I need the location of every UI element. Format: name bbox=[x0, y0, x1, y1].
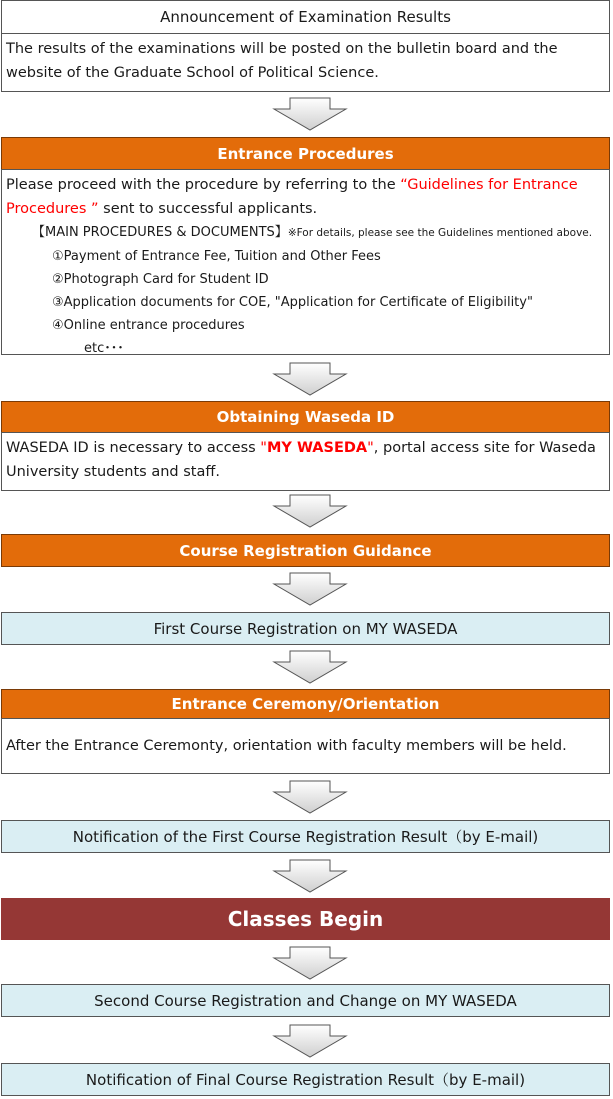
entrance-text-after: sent to successful applicants. bbox=[98, 201, 318, 217]
entrance-text-before: Please proceed with the procedure by referring to the bbox=[6, 177, 401, 193]
quote-close: " bbox=[367, 440, 374, 456]
entrance-intro bbox=[6, 173, 605, 221]
arrow-down-icon bbox=[272, 650, 348, 684]
final-result-title: Notification of Final Course Registration Result（by E-mail) bbox=[85, 1071, 526, 1089]
results-body-box bbox=[1, 33, 610, 92]
results-body: The results of the examinations will be posted on the bulletin board and the website of the Graduate School of Political Science. bbox=[6, 41, 558, 81]
arrow-down-icon bbox=[272, 859, 348, 893]
main-procedures-heading bbox=[6, 221, 605, 245]
guidance-title: Course Registration Guidance bbox=[179, 541, 432, 560]
procedure-item: ②Photograph Card for Student ID bbox=[52, 272, 269, 287]
final-result-box bbox=[1, 1063, 610, 1096]
waseda-id-body-box bbox=[1, 432, 610, 491]
waseda-id-title-box bbox=[1, 401, 610, 433]
ceremony-body: After the Entrance Ceremonty, orientation with faculty members will be held. bbox=[6, 738, 567, 754]
ceremony-title-box bbox=[1, 689, 610, 719]
waseda-id-text-after: , portal access site for Waseda University students and staff. bbox=[6, 440, 596, 480]
procedure-item: ④Online entrance procedures bbox=[52, 318, 245, 333]
results-title: Announcement of Examination Results bbox=[160, 8, 451, 26]
entrance-title-box bbox=[1, 137, 610, 170]
entrance-body-box bbox=[1, 169, 610, 355]
guidelines-link: “Guidelines for Entrance Procedures ” bbox=[6, 177, 578, 217]
quote-open: " bbox=[260, 440, 267, 456]
arrow-down-icon bbox=[272, 1024, 348, 1058]
arrow-down-icon bbox=[272, 780, 348, 814]
results-title-box bbox=[1, 0, 610, 34]
arrow-down-icon bbox=[272, 946, 348, 980]
first-registration-box bbox=[1, 612, 610, 645]
ceremony-title: Entrance Ceremony/Orientation bbox=[171, 695, 440, 713]
arrow-down-icon bbox=[272, 362, 348, 396]
waseda-id-title: Obtaining Waseda ID bbox=[216, 408, 395, 426]
second-registration-box bbox=[1, 984, 610, 1017]
guidelines-note: ※For details, please see the Guidelines mentioned above. bbox=[287, 227, 593, 239]
first-result-title: Notification of the First Course Registration Result（by E-mail) bbox=[72, 828, 539, 846]
entrance-title: Entrance Procedures bbox=[217, 144, 394, 163]
guidance-title-box bbox=[1, 534, 610, 567]
procedure-item: ①Payment of Entrance Fee, Tuition and Other Fees bbox=[52, 249, 381, 264]
classes-begin-title: Classes Begin bbox=[227, 907, 384, 931]
first-registration-title: First Course Registration on MY WASEDA bbox=[153, 619, 458, 638]
classes-begin-box bbox=[1, 898, 610, 940]
arrow-down-icon bbox=[272, 572, 348, 606]
first-result-box bbox=[1, 820, 610, 853]
arrow-down-icon bbox=[272, 494, 348, 528]
procedure-etc: etc･･･ bbox=[84, 341, 124, 356]
ceremony-body-box bbox=[1, 718, 610, 774]
my-waseda-highlight: MY WASEDA bbox=[266, 440, 368, 456]
procedure-item: ③Application documents for COE, "Application for Certificate of Eligibility" bbox=[52, 295, 533, 310]
main-procedures-label: 【MAIN PROCEDURES & DOCUMENTS】 bbox=[32, 225, 288, 240]
waseda-id-text-before: WASEDA ID is necessary to access bbox=[6, 440, 261, 456]
second-registration-title: Second Course Registration and Change on MY WASEDA bbox=[94, 991, 517, 1010]
arrow-down-icon bbox=[272, 97, 348, 131]
